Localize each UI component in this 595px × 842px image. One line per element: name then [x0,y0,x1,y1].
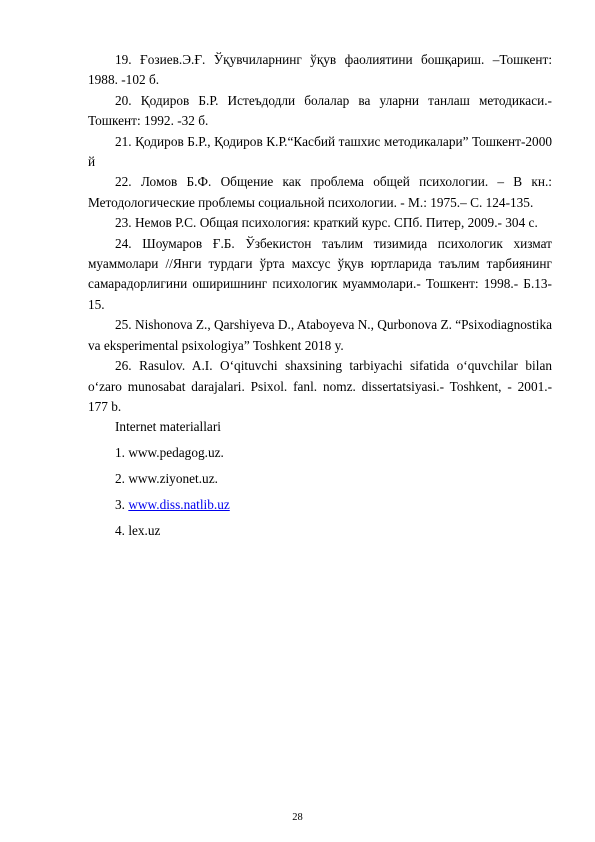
reference-item [88,213,552,233]
link-number: 1. [115,445,125,461]
reference-text: Nishonova Z., Qarshiyeva D., Ataboyeva N., Qurbonova Z. “Psixodiagnostika va eksperimental psixologiya” Toshkent 2018 y. [88,317,552,353]
reference-text: Қодиров Б.Р. Истеъдодли болалар ва уларни танлаш методикаси.-Тошкент: 1992. -32 б. [88,92,552,129]
reference-item [88,234,552,316]
link-text: lex.uz [128,523,161,539]
reference-item [88,172,552,213]
internet-link-item [88,469,552,489]
page-number: 28 [292,812,303,823]
reference-item [88,132,552,173]
reference-text: Шоумаров Ғ.Б. Ўзбекистон таълим тизимида психологик хизмат муаммолари //Янги турдаги ўрта махсус ўқув юртларида таълим тарбиянинг самарадорлигини оширишнинг психологик муаммолари.- Тошкент: 1998.- Б.13-15. [88,235,552,312]
internet-link-list [88,443,552,541]
bibliography-content [88,50,552,547]
internet-link-item [88,495,552,515]
link-number: 3. [115,497,125,513]
reference-text: Ломов Б.Ф. Общение как проблема общей психологии. – В кн.: Методологические проблемы социальной психологии. - М.: 1975.– С. 124-135. [88,174,552,210]
link-number: 2. [115,471,125,487]
reference-text: Rasulov. A.I. O‘qituvchi shaxsining tarbiyachi sifatida o‘quvchilar bilan o‘zaro munosabat darajalari. Psixol. fanl. nomz. dissertatsiyasi.- Toshkent, - 2001.- 177 b. [88,358,552,414]
reference-number: 20. [115,92,132,108]
reference-item [88,315,552,356]
link-text: www.ziyonet.uz. [128,471,218,487]
reference-number: 23. [115,215,132,231]
reference-text: Ғозиев.Э.Ғ. Ўқувчиларнинг ўқув фаолиятини бошқариш. –Тошкент: 1988. -102 б. [88,52,553,88]
reference-number: 19. [115,52,132,67]
reference-item [88,91,552,132]
internet-materials-heading: Internet materiallari [115,419,221,435]
link-text: www.pedagog.uz. [128,445,224,461]
link-number: 4. [115,523,125,539]
reference-text: Немов Р.С. Общая психология: краткий курс. СПб. Питер, 2009.- 304 с. [134,215,538,231]
reference-number: 22. [115,174,132,190]
internet-link-item [88,521,552,541]
diss-natlib-link[interactable]: www.diss.natlib.uz [128,497,230,513]
reference-item [88,356,552,417]
reference-number: 24. [115,235,132,251]
reference-number: 26. [115,358,132,374]
reference-item [88,50,552,91]
reference-number: 25. [115,317,132,333]
reference-list [88,50,552,417]
reference-number: 21. [115,133,132,149]
reference-text: Қодиров Б.Р., Қодиров К.Р.“Касбий ташхис методикалари” Тошкент-2000 й [88,133,552,170]
internet-link-item [88,443,552,463]
